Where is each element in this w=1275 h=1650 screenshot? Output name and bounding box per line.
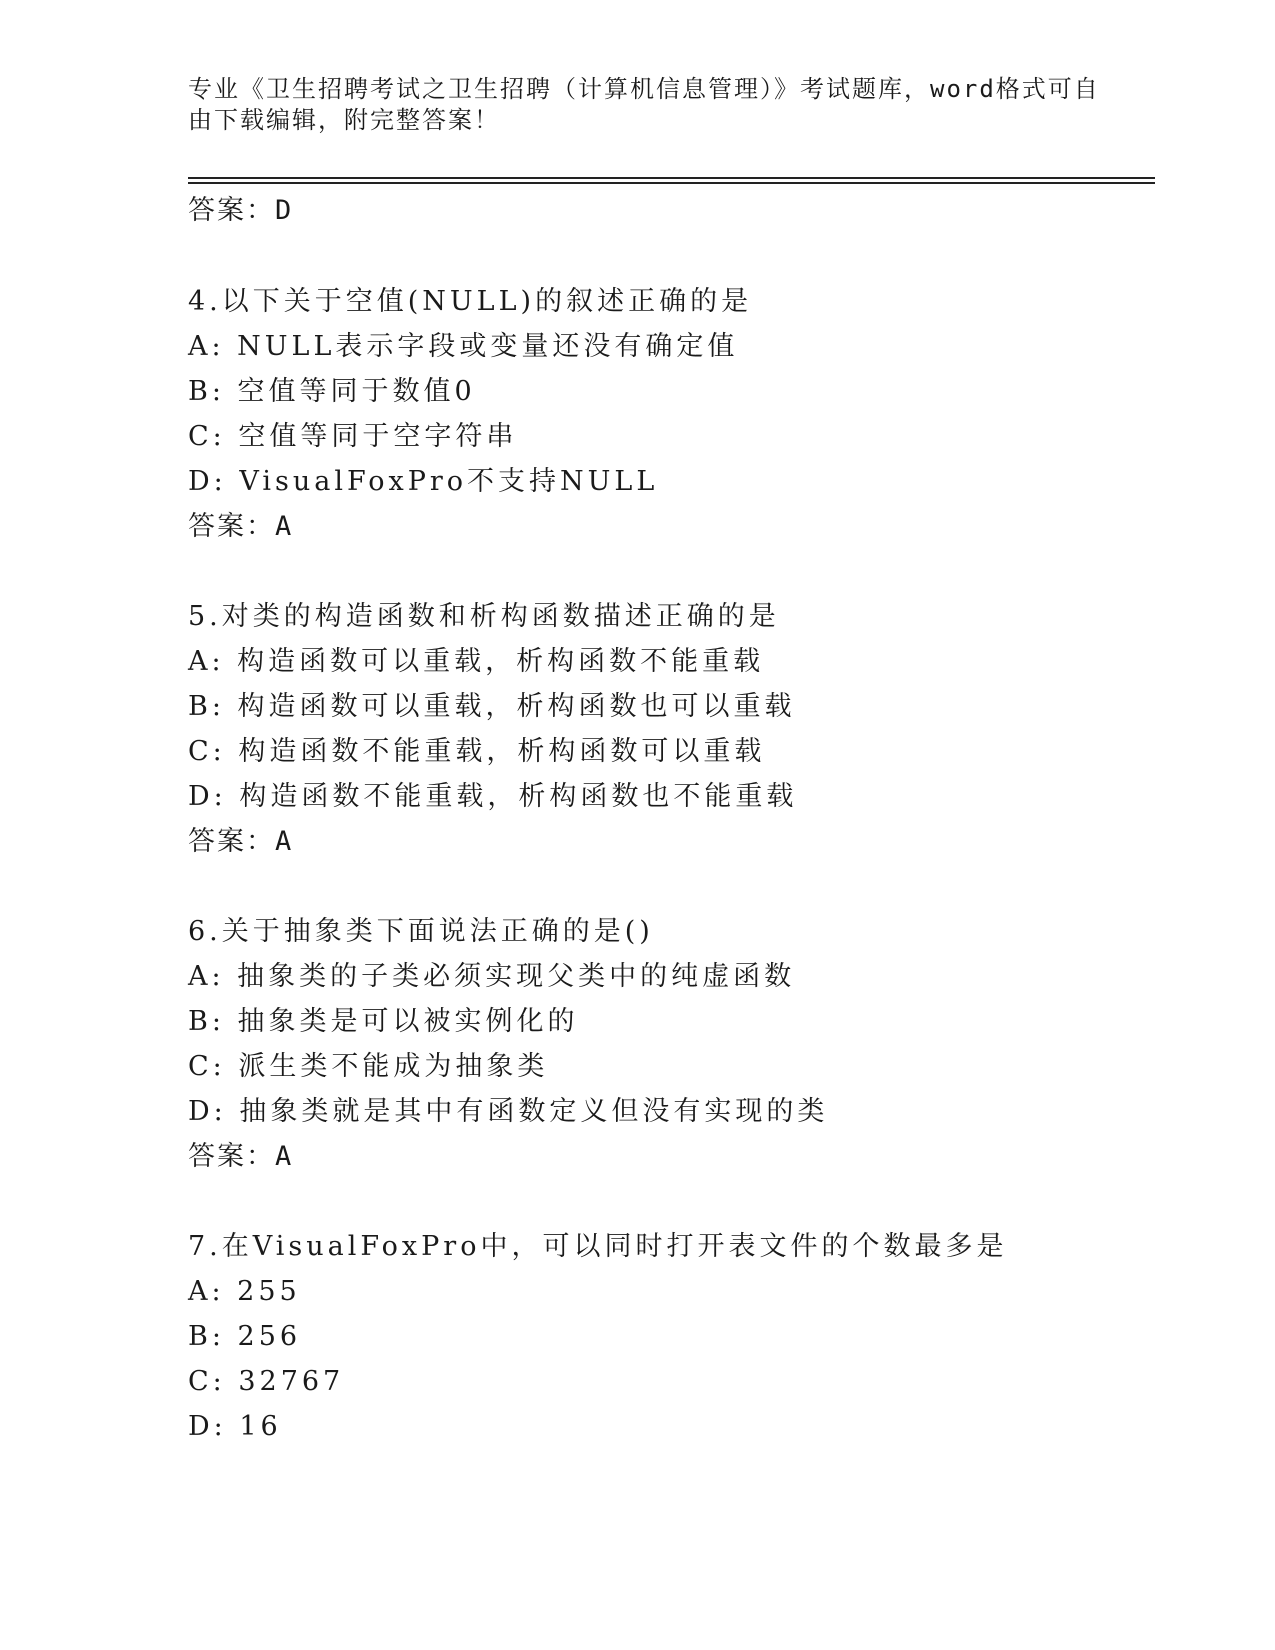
question-6-option-d: D: 抽象类就是其中有函数定义但没有实现的类 xyxy=(188,1096,829,1127)
question-7-stem: 7.在VisualFoxPro中，可以同时打开表文件的个数最多是 xyxy=(188,1231,1008,1262)
document-header-line-2: 由下载编辑，附完整答案！ xyxy=(188,106,500,134)
question-5-option-d: D: 构造函数不能重载，析构函数也不能重载 xyxy=(188,781,798,812)
question-4-option-b: B: 空值等同于数值0 xyxy=(188,376,476,407)
question-6-option-c: C: 派生类不能成为抽象类 xyxy=(188,1051,549,1082)
question-6-option-b: B: 抽象类是可以被实例化的 xyxy=(188,1006,579,1037)
question-4-stem: 4.以下关于空值(NULL)的叙述正确的是 xyxy=(188,286,753,317)
question-6-option-a: A: 抽象类的子类必须实现父类中的纯虚函数 xyxy=(188,961,796,992)
question-7-option-b: B: 256 xyxy=(188,1321,302,1352)
question-5-answer: 答案：A xyxy=(188,826,294,857)
question-7-option-d: D: 16 xyxy=(188,1411,282,1442)
question-5-option-c: C: 构造函数不能重载，析构函数可以重载 xyxy=(188,736,766,767)
previous-answer: 答案：D xyxy=(188,195,294,226)
question-6-answer: 答案：A xyxy=(188,1141,294,1172)
question-7-option-a: A: 255 xyxy=(188,1276,301,1307)
header-divider-bottom xyxy=(188,182,1155,184)
question-4-option-c: C: 空值等同于空字符串 xyxy=(188,421,518,452)
question-4-answer: 答案：A xyxy=(188,511,294,542)
header-divider-top xyxy=(188,177,1155,179)
question-7-option-c: C: 32767 xyxy=(188,1366,345,1397)
question-5-option-a: A: 构造函数可以重载，析构函数不能重载 xyxy=(188,646,765,677)
question-4-option-a: A: NULL表示字段或变量还没有确定值 xyxy=(188,331,739,362)
question-6-stem: 6.关于抽象类下面说法正确的是() xyxy=(188,916,654,947)
question-5-option-b: B: 构造函数可以重载，析构函数也可以重载 xyxy=(188,691,796,722)
question-4-option-d: D: VisualFoxPro不支持NULL xyxy=(188,466,659,497)
document-header-line-1: 专业《卫生招聘考试之卫生招聘（计算机信息管理）》考试题库，word格式可自 xyxy=(188,75,1100,103)
question-5-stem: 5.对类的构造函数和析构函数描述正确的是 xyxy=(188,601,780,632)
